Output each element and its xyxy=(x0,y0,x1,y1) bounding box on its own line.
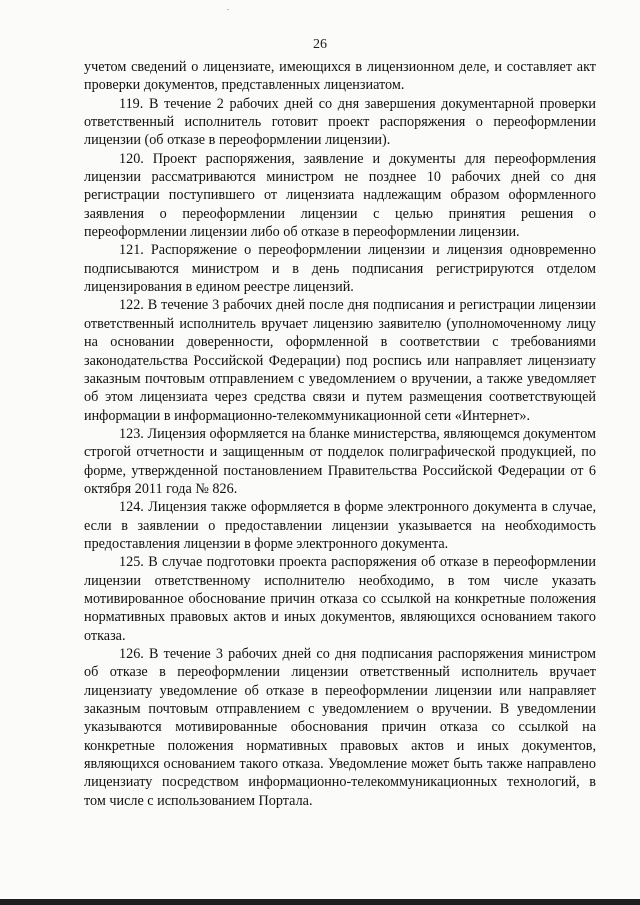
document-body xyxy=(84,58,596,810)
scan-artifact xyxy=(227,9,229,10)
paragraph-126: 126. В течение 3 рабочих дней со дня подписания распоряжения министром об отказе в переоформлении лицензии ответственный исполнитель вручает лицензиату уведомление об отказе в переоформлении лицензии или направляет заказным почтовым отправлением с уведомлением о вручении. В уведомлении указываются мотивированные обоснования причин отказа со ссылкой на конкретные положения нормативных правовых актов и иных документов, являющихся основанием такого отказа. Уведомление может быть также направлено лицензиату посредством информационно-телекоммуникационных технологий, в том числе с использованием Портала. xyxy=(84,646,596,809)
paragraph-120: 120. Проект распоряжения, заявление и документы для переоформления лицензии рассматриваются министром не позднее 10 рабочих дней со дня регистрации поступившего от лицензиата надлежащим образом оформленного заявления о переоформлении лицензии с целью принятия решения о переоформлении лицензии либо об отказе в переоформлении лицензии. xyxy=(84,150,596,241)
page-number: 26 xyxy=(313,37,327,52)
paragraph-122: 122. В течение 3 рабочих дней после дня подписания и регистрации лицензии ответственный исполнитель вручает лицензию заявителю (уполномоченному лицу на основании доверенности, оформленной в соответствии с требованиями законодательства Российской Федерации) под роспись или направляет лицензиату заказным почтовым отправлением с уведомлением о вручении, а также уведомляет об этом лицензиата через средства связи и путем размещения соответствующей информации в информационно-телекоммуникационной сети «Интернет». xyxy=(84,297,596,424)
paragraph-124: 124. Лицензия также оформляется в форме электронного документа в случае, если в заявлении о предоставлении лицензии указывается на необходимость предоставления лицензии в форме электронного документа. xyxy=(84,499,596,552)
paragraph-121: 121. Распоряжение о переоформлении лицензии и лицензия одновременно подписываются министром и в день подписания регистрируются отделом лицензирования в едином реестре лицензий. xyxy=(84,242,596,296)
paragraph-125: 125. В случае подготовки проекта распоряжения об отказе в переоформлении лицензии ответственному исполнителю необходимо, в том числе указать мотивированное обоснование причин отказа со ссылкой на конкретные положения нормативных правовых актов и иных документов, являющихся основанием такого отказа. xyxy=(84,554,596,644)
scan-bottom-edge xyxy=(0,899,640,905)
paragraph-119: 119. В течение 2 рабочих дней со дня завершения документарной проверки ответственный исполнитель готовит проект распоряжения о переоформлении лицензии (об отказе в переоформлении лицензии). xyxy=(84,95,596,149)
paragraph-123: 123. Лицензия оформляется на бланке министерства, являющемся документом строгой отчетности и защищенным от подделок полиграфической продукцией, по форме, утвержденной постановлением Правительства Российской Федерации от 6 октября 2011 года № 826. xyxy=(84,425,596,497)
paragraph-continuation: учетом сведений о лицензиате, имеющихся в лицензионном деле, и составляет акт проверки документов, представленных лицензиатом. xyxy=(84,59,596,94)
